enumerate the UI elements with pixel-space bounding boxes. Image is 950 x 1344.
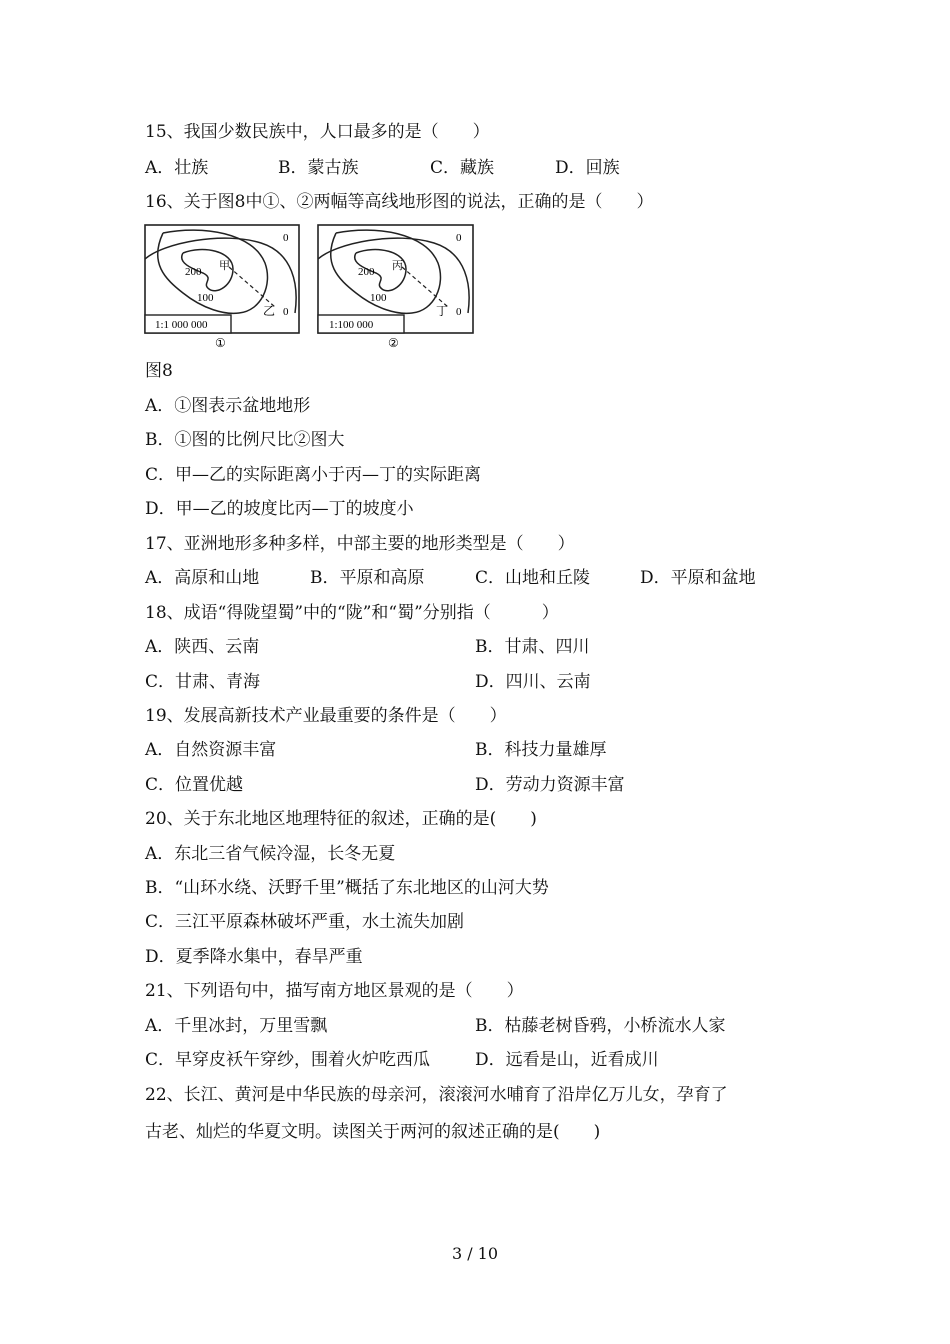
- question-17-stem: 17、亚洲地形多种多样，中部主要的地形类型是（ ）: [145, 534, 575, 554]
- map-2-scale: 1:100 000: [329, 319, 374, 331]
- question-20-option-b: B．“山环水绕、沃野千里”概括了东北地区的山河大势: [145, 878, 549, 898]
- option-a: A．陕西、云南: [145, 637, 260, 657]
- option-a: A．自然资源丰富: [145, 740, 277, 760]
- map-1-point-jia: 甲: [219, 259, 230, 272]
- map-2-contour-0-top: 0: [456, 232, 462, 244]
- figure-caption: 图8: [145, 361, 173, 381]
- map-2-label: ②: [388, 336, 399, 350]
- option-c: C．山地和丘陵: [475, 568, 591, 588]
- map-1-contour-200: 200: [185, 266, 202, 278]
- map-1-contour-0-bottom: 0: [283, 306, 289, 318]
- map-1-contour-0-top: 0: [283, 232, 289, 244]
- contour-map-1: [145, 225, 299, 350]
- map-2-point-bing: 丙: [392, 259, 403, 272]
- option-b: B．蒙古族: [278, 158, 359, 178]
- option-d: D．回族: [555, 158, 620, 178]
- question-20-stem: 20、关于东北地区地理特征的叙述，正确的是( ): [145, 809, 537, 829]
- option-b: B．枯藤老树昏鸦，小桥流水人家: [475, 1016, 726, 1036]
- question-21-stem: 21、下列语句中，描写南方地区景观的是（ ）: [145, 981, 524, 1001]
- question-22-stem-line-1: 22、长江、黄河是中华民族的母亲河，滚滚河水哺育了沿岸亿万儿女，孕育了: [145, 1085, 728, 1105]
- option-d: D．平原和盆地: [640, 568, 756, 588]
- map-2-point-ding: 丁: [436, 304, 449, 318]
- map-1-contour-100: 100: [197, 292, 214, 304]
- map-1-scale: 1:1 000 000: [155, 319, 208, 331]
- map-2-contour-100: 100: [370, 292, 387, 304]
- option-c: C．藏族: [430, 158, 495, 178]
- option-a: A．壮族: [145, 158, 209, 178]
- question-16-option-a: A．①图表示盆地地形: [145, 396, 311, 416]
- question-18-stem: 18、成语“得陇望蜀”中的“陇”和“蜀”分别指（ ）: [145, 603, 559, 623]
- option-d: D．四川、云南: [475, 672, 591, 692]
- question-20-option-a: A．东北三省气候冷湿，长冬无夏: [145, 844, 396, 864]
- option-a: A．高原和山地: [145, 568, 260, 588]
- map-2-contour-200: 200: [358, 266, 375, 278]
- option-d: D．远看是山，近看成川: [475, 1050, 659, 1070]
- question-19-stem: 19、发展高新技术产业最重要的条件是（ ）: [145, 706, 507, 726]
- option-d: D．劳动力资源丰富: [475, 775, 625, 795]
- map-1-point-yi: 乙: [263, 304, 276, 318]
- page-number: 3 / 10: [451, 1244, 499, 1263]
- option-b: B．平原和高原: [310, 568, 425, 588]
- question-20-option-c: C．三江平原森林破坏严重，水土流失加剧: [145, 912, 465, 932]
- question-20-option-d: D．夏季降水集中，春旱严重: [145, 947, 363, 967]
- question-16-option-b: B．①图的比例尺比②图大: [145, 430, 345, 450]
- option-b: B．甘肃、四川: [475, 637, 590, 657]
- option-c: C．位置优越: [145, 775, 244, 795]
- option-a: A．千里冰封，万里雪飘: [145, 1016, 328, 1036]
- contour-map-2: [318, 225, 473, 350]
- map-1-label: ①: [215, 336, 226, 350]
- question-22-stem-line-2: 古老、灿烂的华夏文明。读图关于两河的叙述正确的是( ): [145, 1122, 601, 1142]
- question-15-stem: 15、我国少数民族中，人口最多的是（ ）: [145, 122, 490, 142]
- contour-map-figure: [143, 223, 478, 353]
- question-16-stem: 16、关于图8中①、②两幅等高线地形图的说法，正确的是（ ）: [145, 192, 654, 212]
- question-16-option-d: D．甲—乙的坡度比丙—丁的坡度小: [145, 499, 414, 519]
- question-16-option-c: C．甲—乙的实际距离小于丙—丁的实际距离: [145, 465, 482, 485]
- option-c: C．早穿皮袄午穿纱，围着火炉吃西瓜: [145, 1050, 431, 1070]
- map-2-contour-0-bottom: 0: [456, 306, 462, 318]
- option-b: B．科技力量雄厚: [475, 740, 607, 760]
- option-c: C．甘肃、青海: [145, 672, 261, 692]
